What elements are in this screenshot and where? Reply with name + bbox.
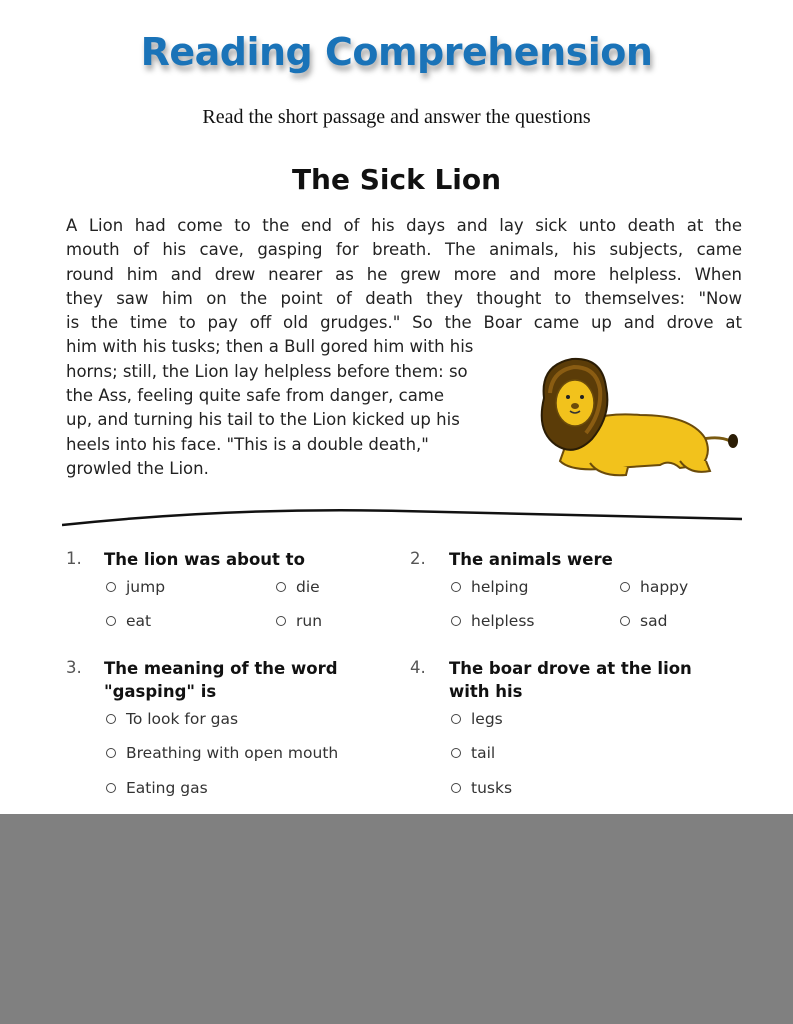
passage-line: horns; still, the Lion lay helpless before them: so	[66, 361, 468, 381]
passage-line: they saw him on the point of death they thought to themselves: "Now	[66, 288, 742, 308]
option-look-for-gas[interactable]	[106, 710, 238, 728]
passage-line: mouth of his cave, gasping for breath. The animals, his subjects, came	[66, 240, 742, 260]
option-helping[interactable]	[451, 578, 528, 596]
option-tusks[interactable]	[451, 779, 512, 797]
passage-line: heels into his face. "This is a double death,"	[66, 434, 429, 454]
radio-button[interactable]	[106, 748, 116, 758]
option-breathing[interactable]	[106, 744, 338, 762]
option-label: die	[296, 578, 320, 596]
option-happy[interactable]	[620, 578, 688, 596]
radio-button[interactable]	[451, 783, 461, 793]
passage-line: him with his tusks; then a Bull gored him with his	[66, 337, 474, 357]
radio-button[interactable]	[276, 582, 286, 592]
option-label: sad	[640, 612, 668, 630]
radio-button[interactable]	[106, 616, 116, 626]
option-label: helpless	[471, 612, 535, 630]
passage-line: up, and turning his tail to the Lion kicked up his	[66, 410, 460, 430]
radio-button[interactable]	[451, 616, 461, 626]
radio-button[interactable]	[276, 616, 286, 626]
option-label: legs	[471, 710, 503, 728]
radio-button[interactable]	[451, 748, 461, 758]
passage-line: growled the Lion.	[66, 458, 209, 478]
option-die[interactable]	[276, 578, 320, 596]
worksheet-header	[0, 30, 793, 74]
question-number: 4.	[410, 658, 426, 677]
radio-button[interactable]	[451, 582, 461, 592]
option-label: Eating gas	[126, 779, 208, 797]
option-label: run	[296, 612, 323, 630]
option-eating-gas[interactable]	[106, 779, 208, 797]
page-title: Reading Comprehension	[140, 30, 653, 74]
option-label: helping	[471, 578, 529, 596]
option-tail[interactable]	[451, 744, 495, 762]
option-helpless[interactable]	[451, 612, 535, 630]
section-divider	[62, 503, 742, 533]
question-number: 1.	[66, 549, 82, 568]
option-run[interactable]	[276, 612, 322, 630]
story-title: The Sick Lion	[291, 163, 502, 196]
option-label: To look for gas	[126, 710, 239, 728]
question-text: with his	[449, 682, 523, 701]
radio-button[interactable]	[451, 714, 461, 724]
question-text: The boar drove at the lion	[449, 659, 692, 678]
question-number: 2.	[410, 549, 426, 568]
question-number: 3.	[66, 658, 82, 677]
radio-button[interactable]	[620, 616, 630, 626]
option-legs[interactable]	[451, 710, 503, 728]
option-label: tail	[471, 744, 496, 762]
option-jump[interactable]	[106, 578, 165, 596]
radio-button[interactable]	[106, 783, 116, 793]
passage-line: is the time to pay off old grudges." So the Boar came up and drove at	[66, 313, 742, 333]
question-text: "gasping" is	[104, 682, 217, 701]
passage-line: the Ass, feeling quite safe from danger, came	[66, 386, 445, 406]
question-text: The meaning of the word	[104, 659, 338, 678]
question-text: The animals were	[449, 550, 613, 569]
option-label: happy	[640, 578, 689, 596]
passage-line: A Lion had come to the end of his days and lay sick unto death at the	[66, 216, 742, 235]
option-label: Breathing with open mouth	[126, 744, 339, 762]
passage-line: round him and drew nearer as he grew more and more helpless. When	[66, 264, 742, 284]
question-text: The lion was about to	[104, 550, 305, 569]
option-label: tusks	[471, 779, 513, 797]
option-eat[interactable]	[106, 612, 151, 630]
radio-button[interactable]	[620, 582, 630, 592]
gray-overlay-panel	[0, 814, 793, 1024]
option-sad[interactable]	[620, 612, 667, 630]
radio-button[interactable]	[106, 582, 116, 592]
instructions: Read the short passage and answer the questions	[202, 106, 591, 128]
radio-button[interactable]	[106, 714, 116, 724]
option-label: eat	[126, 612, 152, 630]
option-label: jump	[126, 578, 166, 596]
lion-illustration	[530, 353, 742, 483]
